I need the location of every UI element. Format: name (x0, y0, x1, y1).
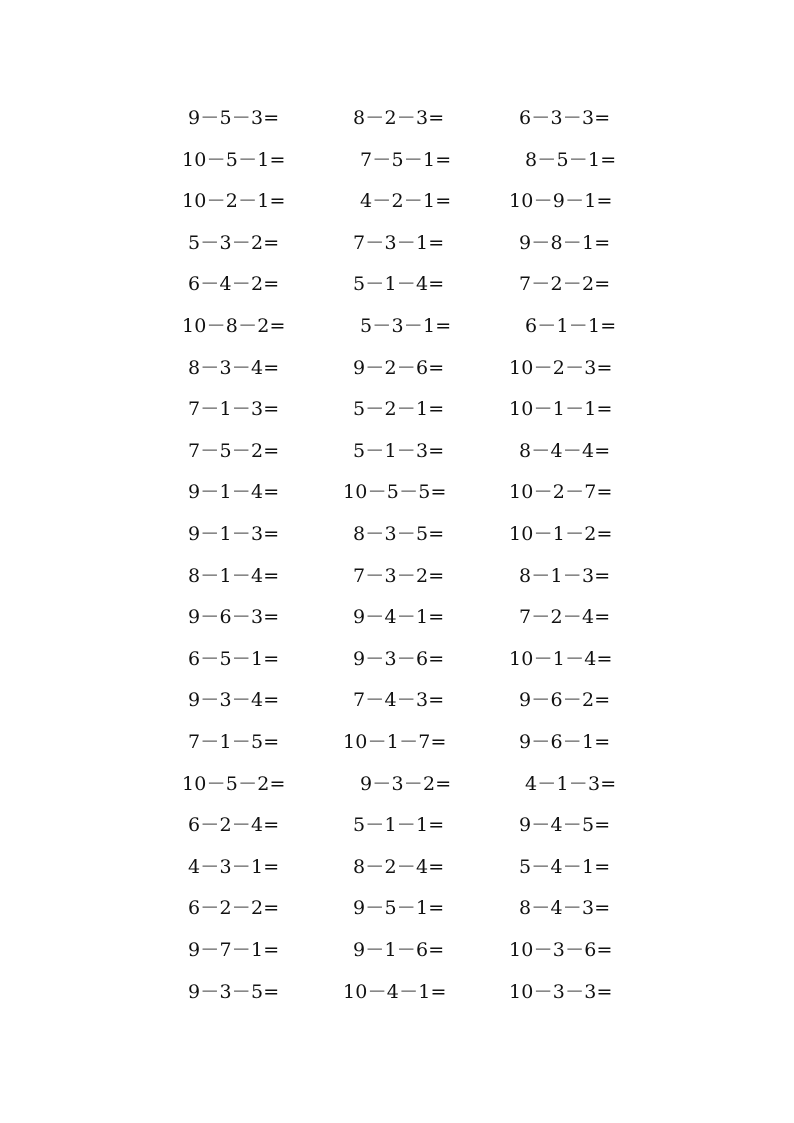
problem-row (0, 180, 794, 222)
problem-row (0, 555, 794, 597)
subtraction-problem: 10－2－3= (509, 356, 613, 379)
subtraction-problem: 10－5－1= (182, 148, 286, 171)
subtraction-problem: 4－2－1= (360, 190, 452, 213)
subtraction-problem: 10－2－1= (182, 190, 286, 213)
subtraction-problem: 9－3－4= (188, 689, 280, 712)
problem-row (0, 430, 794, 472)
subtraction-problem: 4－1－3= (525, 772, 617, 795)
subtraction-problem: 8－4－4= (519, 439, 611, 462)
subtraction-problem: 9－6－1= (519, 731, 611, 753)
subtraction-problem: 8－5－1= (525, 148, 617, 171)
subtraction-problem: 5－1－1= (353, 814, 445, 837)
subtraction-problem: 9－6－2= (519, 689, 611, 712)
subtraction-problem: 10－1－4= (509, 647, 613, 670)
subtraction-problem: 7－5－1= (360, 148, 452, 171)
subtraction-problem: 10－1－1= (509, 398, 613, 421)
problem-row (0, 139, 794, 181)
subtraction-problem: 6－5－1= (188, 647, 280, 670)
subtraction-problem: 8－3－5= (353, 523, 445, 545)
subtraction-problem: 5－3－2= (188, 231, 280, 254)
subtraction-problem: 9－5－1= (353, 897, 445, 920)
subtraction-problem: 10－8－2= (182, 315, 286, 337)
problem-row (0, 471, 794, 513)
subtraction-problem: 5－2－1= (353, 398, 445, 421)
problem-row (0, 97, 794, 139)
subtraction-problem: 5－3－1= (360, 315, 452, 337)
subtraction-problem: 8－2－3= (353, 107, 445, 129)
subtraction-problem: 9－1－4= (188, 481, 280, 504)
subtraction-problem: 8－4－3= (519, 897, 611, 920)
subtraction-problem: 10－9－1= (509, 190, 613, 213)
problem-row (0, 804, 794, 846)
problem-row (0, 305, 794, 347)
subtraction-problem: 6－2－2= (188, 897, 280, 920)
subtraction-problem: 9－2－6= (353, 356, 445, 379)
subtraction-problem: 9－6－3= (188, 606, 280, 629)
subtraction-problem: 10－1－7= (343, 731, 447, 753)
problem-row (0, 263, 794, 305)
subtraction-problem: 7－3－2= (353, 564, 445, 587)
problem-row (0, 638, 794, 680)
subtraction-problem: 6－3－3= (519, 107, 611, 129)
subtraction-problem: 9－3－6= (353, 647, 445, 670)
subtraction-problem: 10－3－6= (509, 939, 613, 961)
subtraction-problem: 7－3－1= (353, 231, 445, 254)
subtraction-problem: 9－3－5= (188, 980, 280, 1003)
subtraction-problem: 7－1－3= (188, 398, 280, 421)
subtraction-problem: 9－1－6= (353, 939, 445, 961)
problem-row (0, 679, 794, 721)
problem-row (0, 222, 794, 264)
problem-row (0, 763, 794, 805)
subtraction-problem: 8－1－4= (188, 564, 280, 587)
subtraction-problem: 7－5－2= (188, 439, 280, 462)
subtraction-problem: 8－2－4= (353, 855, 445, 878)
problem-row (0, 887, 794, 929)
subtraction-problem: 10－5－5= (343, 481, 447, 504)
subtraction-problem: 6－4－2= (188, 273, 280, 296)
subtraction-problem: 10－4－1= (343, 980, 447, 1003)
problem-row (0, 971, 794, 1013)
subtraction-problem: 9－5－3= (188, 107, 280, 129)
subtraction-problem: 5－4－1= (519, 855, 611, 878)
subtraction-problem: 10－2－7= (509, 481, 613, 504)
subtraction-problem: 9－8－1= (519, 231, 611, 254)
subtraction-problem: 6－2－4= (188, 814, 280, 837)
problem-row (0, 721, 794, 763)
subtraction-problem: 10－5－2= (182, 772, 286, 795)
subtraction-problem: 5－1－3= (353, 439, 445, 462)
subtraction-problem: 7－4－3= (353, 689, 445, 712)
subtraction-problem: 8－1－3= (519, 564, 611, 587)
subtraction-problem: 10－3－3= (509, 980, 613, 1003)
subtraction-problem: 9－7－1= (188, 939, 280, 961)
subtraction-problem: 9－4－5= (519, 814, 611, 837)
subtraction-problem: 8－3－4= (188, 356, 280, 379)
subtraction-problem: 4－3－1= (188, 855, 280, 878)
subtraction-problem: 7－2－2= (519, 273, 611, 296)
subtraction-problem: 5－1－4= (353, 273, 445, 296)
subtraction-problem: 9－4－1= (353, 606, 445, 629)
problem-row (0, 347, 794, 389)
problem-row (0, 388, 794, 430)
subtraction-problem: 7－1－5= (188, 731, 280, 753)
subtraction-problem: 10－1－2= (509, 523, 613, 545)
problem-row (0, 596, 794, 638)
problem-row (0, 513, 794, 555)
subtraction-problem: 9－1－3= (188, 523, 280, 545)
problem-row (0, 846, 794, 888)
problem-row (0, 929, 794, 971)
subtraction-problem: 6－1－1= (525, 315, 617, 337)
subtraction-problem: 9－3－2= (360, 772, 452, 795)
subtraction-problem: 7－2－4= (519, 606, 611, 629)
